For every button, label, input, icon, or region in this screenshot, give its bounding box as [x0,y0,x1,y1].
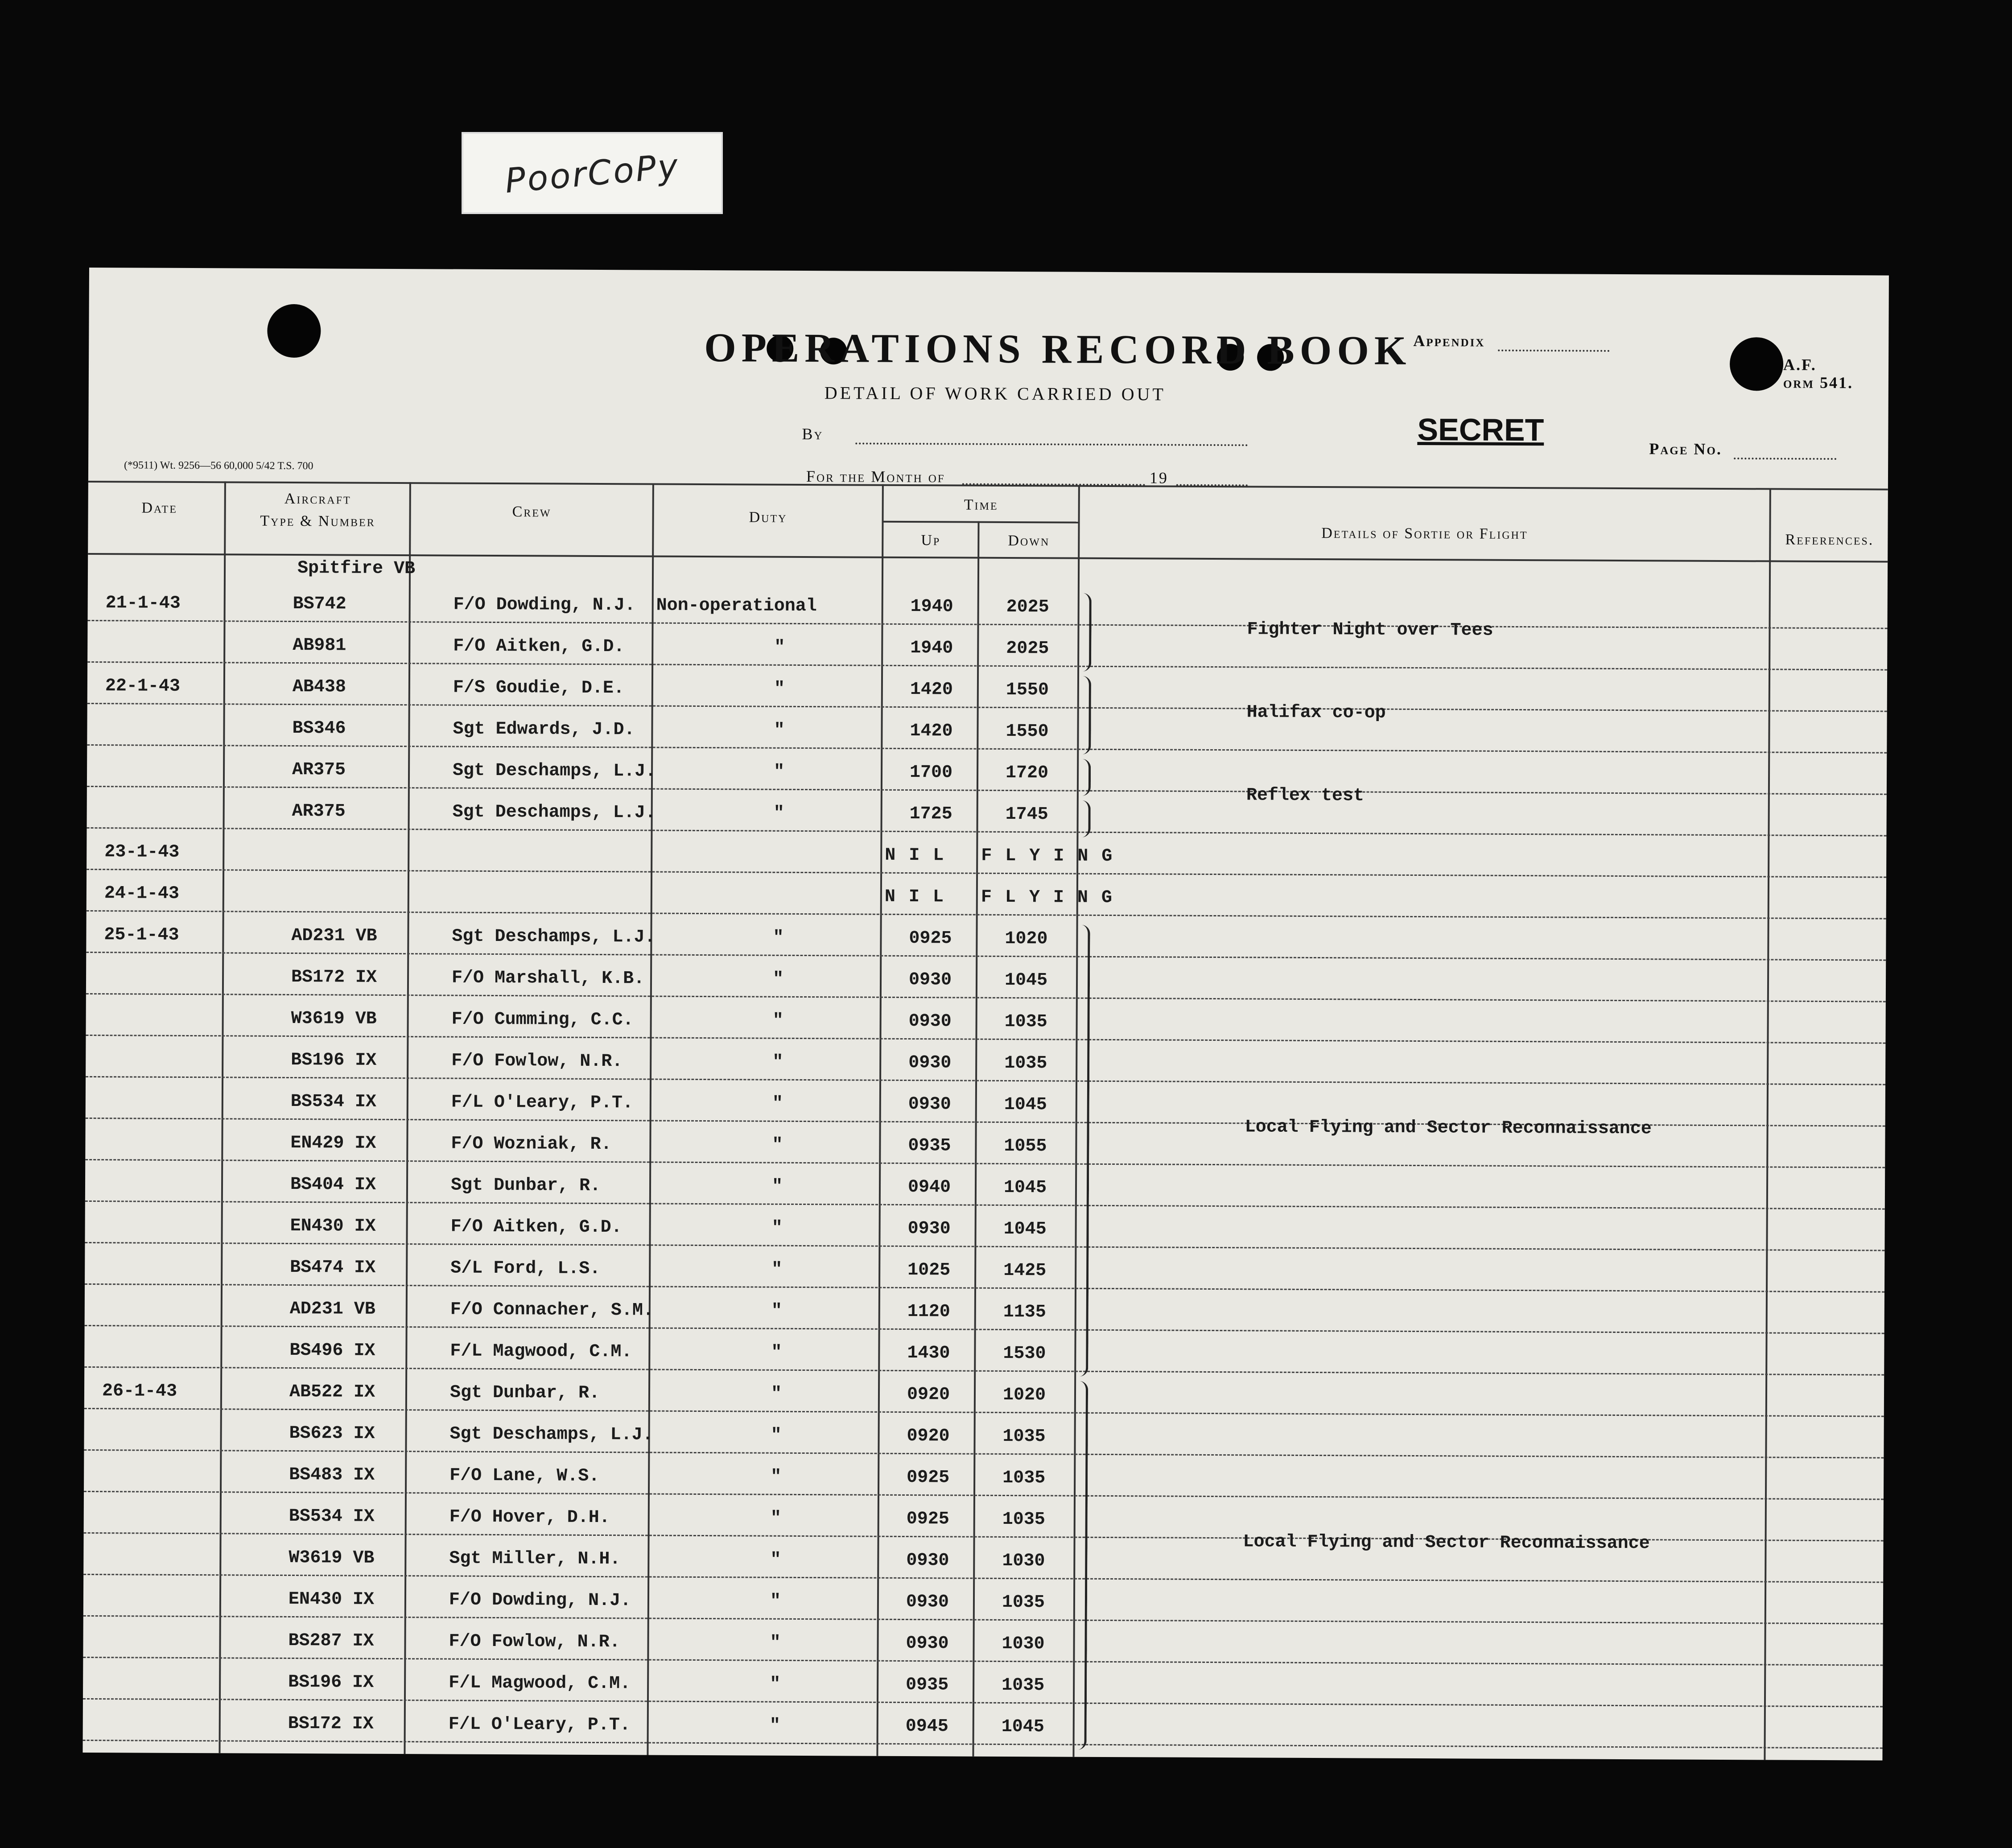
col-header-references: References. [1785,531,1874,549]
time-down-cell: 1550 [1006,721,1049,742]
time-down-cell: 1035 [1002,1468,1046,1489]
operations-record-sheet [82,268,1888,1761]
time-up-cell: NIL FLYING [885,845,1126,867]
duty-cell: " [774,637,785,658]
row-rule [83,1698,1883,1708]
time-up-cell: 0930 [908,1053,952,1073]
crew-cell: Sgt Deschamps, L.J. [452,802,656,823]
month-label: For the Month of [806,467,945,486]
time-up-cell: 1725 [909,804,952,825]
crew-cell: F/O Aitken, G.D. [453,636,625,657]
time-up-cell: 0930 [906,1592,949,1613]
page-subtitle: DETAIL OF WORK CARRIED OUT [824,383,1166,404]
by-field-line [855,443,1248,446]
date-cell: 23-1-43 [104,842,180,862]
aircraft-cell: BS534 IX [289,1506,375,1527]
duty-cell: " [771,1425,782,1446]
date-cell: 25-1-43 [104,925,179,945]
row-rule [83,1740,1883,1749]
crew-cell: F/O Lane, W.S. [449,1465,600,1487]
crew-cell: F/O Wozniak, R. [451,1134,612,1155]
time-down-cell: 1035 [1004,1011,1047,1032]
crew-cell: Sgt Dunbar, R. [449,1382,600,1404]
duty-cell: " [774,720,785,741]
page-no-label: Page No. [1649,440,1722,458]
aircraft-cell: EN430 IX [290,1216,376,1237]
aircraft-cell: BS534 IX [290,1091,376,1112]
time-up-cell: 0930 [906,1634,949,1654]
crew-cell: F/O Aitken, G.D. [450,1217,622,1238]
time-up-cell: 0925 [909,928,952,949]
aircraft-cell: BS483 IX [289,1464,375,1485]
appendix-label: Appendix [1413,331,1485,350]
duty-cell: " [770,1508,781,1529]
row-rule [85,1283,1884,1293]
col-header-aircraft: Aircraft [284,490,351,507]
aircraft-cell: BS172 IX [288,1713,374,1734]
duty-cell: " [772,1135,783,1155]
crew-cell: F/O Connacher, S.M. [450,1299,654,1321]
duty-cell: " [771,1384,782,1404]
duty-cell: " [771,1218,783,1238]
crew-cell: Sgt Deschamps, L.J. [452,926,656,948]
time-down-cell: 1030 [1002,1551,1045,1572]
time-up-cell: 0925 [907,1468,950,1488]
aircraft-type-heading: Spitfire VB [297,558,416,579]
time-down-cell: 1045 [1003,1177,1047,1198]
crew-cell: Sgt Dunbar, R. [450,1175,601,1196]
sortie-detail: Reflex test [1246,785,1365,806]
table-top-rule [88,481,1888,491]
poor-copy-text: PoorCoPy [503,145,681,201]
row-rule [84,1449,1884,1459]
crew-cell: F/L O'Leary, P.T. [448,1714,631,1736]
time-up-cell: 1940 [910,597,953,617]
time-down-cell: 2025 [1006,597,1049,618]
sortie-detail: Local Flying and Sector Reconnaissance [1245,1117,1652,1139]
by-label: By [802,425,824,443]
poor-copy-note [462,132,723,214]
row-rule [87,661,1887,671]
col-header-details: Details of Sortie or Flight [1321,525,1528,543]
time-up-cell: 0920 [907,1426,950,1447]
aircraft-cell: BS287 IX [288,1630,374,1651]
time-up-cell: 1700 [909,763,953,783]
aircraft-cell: W3619 VB [289,1547,375,1568]
time-up-cell: NIL FLYING [884,887,1126,908]
duty-cell: " [771,1259,783,1280]
duty-cell: " [773,803,784,824]
crew-cell: Sgt Deschamps, L.J. [452,760,656,782]
row-rule [83,1615,1883,1625]
time-down-cell: 1045 [1004,970,1048,991]
time-up-cell: 0930 [908,1011,952,1032]
aircraft-cell: BS623 IX [289,1423,375,1444]
sortie-detail: Local Flying and Sector Reconnaissance [1243,1532,1650,1554]
aircraft-cell: BS196 IX [291,1050,377,1071]
aircraft-cell: AD231 VB [289,1299,375,1320]
row-rule [86,1076,1885,1085]
punch-hole-right [1730,337,1784,391]
time-up-cell: 0945 [905,1716,948,1737]
row-rule [86,1035,1885,1044]
grouping-brace [1082,593,1092,672]
punch-hole-left [267,304,321,358]
crew-cell: F/L Magwood, C.M. [449,1673,631,1694]
crew-cell: F/O Fowlow, N.R. [449,1631,620,1653]
col-header-down: Down [1008,532,1050,549]
time-up-cell: 0920 [907,1385,950,1405]
time-up-cell: 0930 [907,1219,951,1239]
aircraft-cell: BS474 IX [290,1257,376,1278]
row-rule [87,744,1887,754]
aircraft-cell: BS742 [293,594,346,615]
aircraft-cell: AB522 IX [289,1382,375,1402]
year-label: 19 [1149,469,1169,487]
crew-cell: F/L Magwood, C.M. [450,1341,632,1362]
time-down-cell: 1020 [1002,1385,1046,1406]
time-down-cell: 1035 [1004,1053,1047,1074]
row-rule [87,910,1886,920]
appendix-field-line [1498,350,1609,352]
crew-cell: F/O Cumming, C.C. [451,1009,634,1031]
time-up-cell: 1420 [910,721,953,742]
time-up-cell: 0935 [908,1136,951,1156]
duty-cell: " [772,1093,783,1114]
col-divider-aircraft [404,482,411,1754]
form-number: orm 541. [1783,373,1854,392]
page-no-field-line [1734,458,1836,460]
date-cell: 24-1-43 [104,883,180,904]
row-rule [83,1574,1883,1583]
row-rule [87,786,1887,795]
print-code: (*9511) Wt. 9256—56 60,000 5/42 T.S. 700 [124,459,313,472]
col-header-duty: Duty [749,509,787,526]
aircraft-cell: BS196 IX [288,1672,374,1693]
row-rule [87,869,1886,878]
row-rule [86,952,1886,961]
col-header-time: Time [964,496,998,513]
time-down-cell: 1425 [1003,1260,1047,1281]
col-header-up: Up [921,532,941,549]
crew-cell: F/O Fowlow, N.R. [451,1051,623,1072]
duty-cell: " [774,679,785,699]
time-up-cell: 1430 [907,1343,950,1364]
crew-cell: F/O Dowding, N.J. [449,1590,631,1611]
time-down-cell: 1045 [1004,1094,1047,1115]
time-down-cell: 1530 [1003,1343,1046,1364]
crew-cell: Sgt Deschamps, L.J. [449,1424,653,1445]
row-rule [85,1325,1884,1334]
row-rule [87,827,1887,837]
aircraft-cell: BS496 IX [289,1340,375,1361]
time-down-cell: 1035 [1002,1675,1045,1696]
grouping-brace [1081,759,1091,796]
crew-cell: F/L O'Leary, P.T. [451,1092,634,1114]
secret-stamp: SECRET [1417,412,1544,448]
duty-cell: " [771,1301,782,1321]
aircraft-cell: AD231 VB [291,925,377,946]
aircraft-cell: W3619 VB [291,1008,377,1029]
duty-cell: Non-operational [656,595,817,617]
time-up-cell: 1940 [910,638,953,659]
time-down-cell: 1745 [1005,804,1048,825]
row-rule [84,1366,1884,1376]
col-divider-crew [647,483,654,1755]
time-down-cell: 1550 [1006,680,1049,701]
col-divider-duty [876,484,883,1756]
crew-cell: Sgt Miller, N.H. [449,1548,621,1570]
date-cell: 26-1-43 [102,1381,177,1402]
row-rule [85,1242,1884,1251]
time-down-cell: 1055 [1004,1136,1047,1157]
time-down-cell: 1045 [1003,1219,1047,1240]
duty-cell: " [772,969,784,990]
time-down-cell: 1030 [1002,1634,1045,1654]
row-rule [86,993,1886,1002]
crew-cell: S/L Ford, L.S. [450,1258,601,1279]
aircraft-cell: EN430 IX [288,1589,375,1610]
crew-cell: F/O Marshall, K.B. [451,968,645,989]
row-rule [84,1408,1884,1417]
date-cell: 22-1-43 [105,676,181,697]
time-down-cell: 1045 [1001,1716,1044,1737]
aircraft-cell: AR375 [292,759,346,780]
col-header-aircraft-sub: Type & Number [260,512,375,530]
duty-cell: " [771,1342,782,1363]
duty-cell: " [770,1591,781,1612]
row-rule [88,620,1888,629]
duty-cell: " [770,1550,781,1570]
time-up-cell: 0930 [906,1551,949,1571]
time-down-cell: 1035 [1002,1426,1046,1447]
col-header-crew: Crew [512,503,552,520]
time-down-cell: 1720 [1005,763,1049,784]
row-rule [85,1200,1885,1210]
time-up-cell: 0925 [906,1509,949,1530]
duty-cell: " [772,1052,783,1072]
aircraft-cell: AR375 [292,801,346,822]
time-down-cell: 1135 [1003,1302,1046,1323]
col-divider-date [219,481,226,1753]
time-up-cell: 1025 [907,1260,951,1281]
time-down-cell: 1020 [1005,928,1048,949]
crew-cell: Sgt Edwards, J.D. [453,719,635,740]
duty-cell: " [771,1467,782,1487]
sortie-detail: Fighter Night over Tees [1247,619,1493,641]
time-up-cell: 0935 [906,1675,949,1695]
form-label: A.F. [1783,355,1817,374]
sortie-detail: Halifax co-op [1246,702,1386,723]
duty-cell: " [773,928,784,948]
crew-cell: F/O Dowding, N.J. [453,594,635,616]
row-rule [85,1159,1885,1168]
time-down-cell: 1035 [1002,1592,1045,1613]
duty-cell: " [770,1674,781,1695]
aircraft-cell: BS346 [292,718,346,739]
time-up-cell: 0930 [908,970,952,990]
aircraft-cell: AB438 [292,676,346,697]
duty-cell: " [771,1176,783,1197]
time-up-cell: 1120 [907,1302,950,1322]
aircraft-cell: EN429 IX [290,1133,376,1154]
col-header-date: Date [141,499,177,516]
time-up-cell: 1420 [910,680,953,700]
duty-cell: " [773,762,785,782]
date-cell: 21-1-43 [105,593,181,614]
crew-cell: F/S Goudie, D.E. [453,677,625,699]
grouping-brace [1079,925,1090,1377]
duty-cell: " [770,1633,781,1653]
aircraft-cell: BS172 IX [291,967,377,988]
aircraft-cell: BS404 IX [290,1174,376,1195]
duty-cell: " [772,1011,783,1031]
row-rule [83,1657,1883,1666]
aircraft-cell: AB981 [293,635,346,656]
time-split-rule [882,521,1078,524]
time-up-cell: 0940 [907,1177,951,1198]
row-rule [87,703,1887,712]
grouping-brace [1077,1381,1088,1750]
time-up-cell: 0930 [908,1094,951,1115]
time-down-cell: 2025 [1006,638,1049,659]
grouping-brace [1081,676,1091,755]
grouping-brace [1081,800,1090,837]
col-divider-details [1764,488,1771,1760]
time-down-cell: 1035 [1002,1509,1045,1530]
crew-cell: F/O Hover, D.H. [449,1507,610,1528]
duty-cell: " [769,1716,780,1736]
row-rule [84,1491,1884,1500]
page-title: OPERATIONS RECORD BOOK [704,325,1412,373]
